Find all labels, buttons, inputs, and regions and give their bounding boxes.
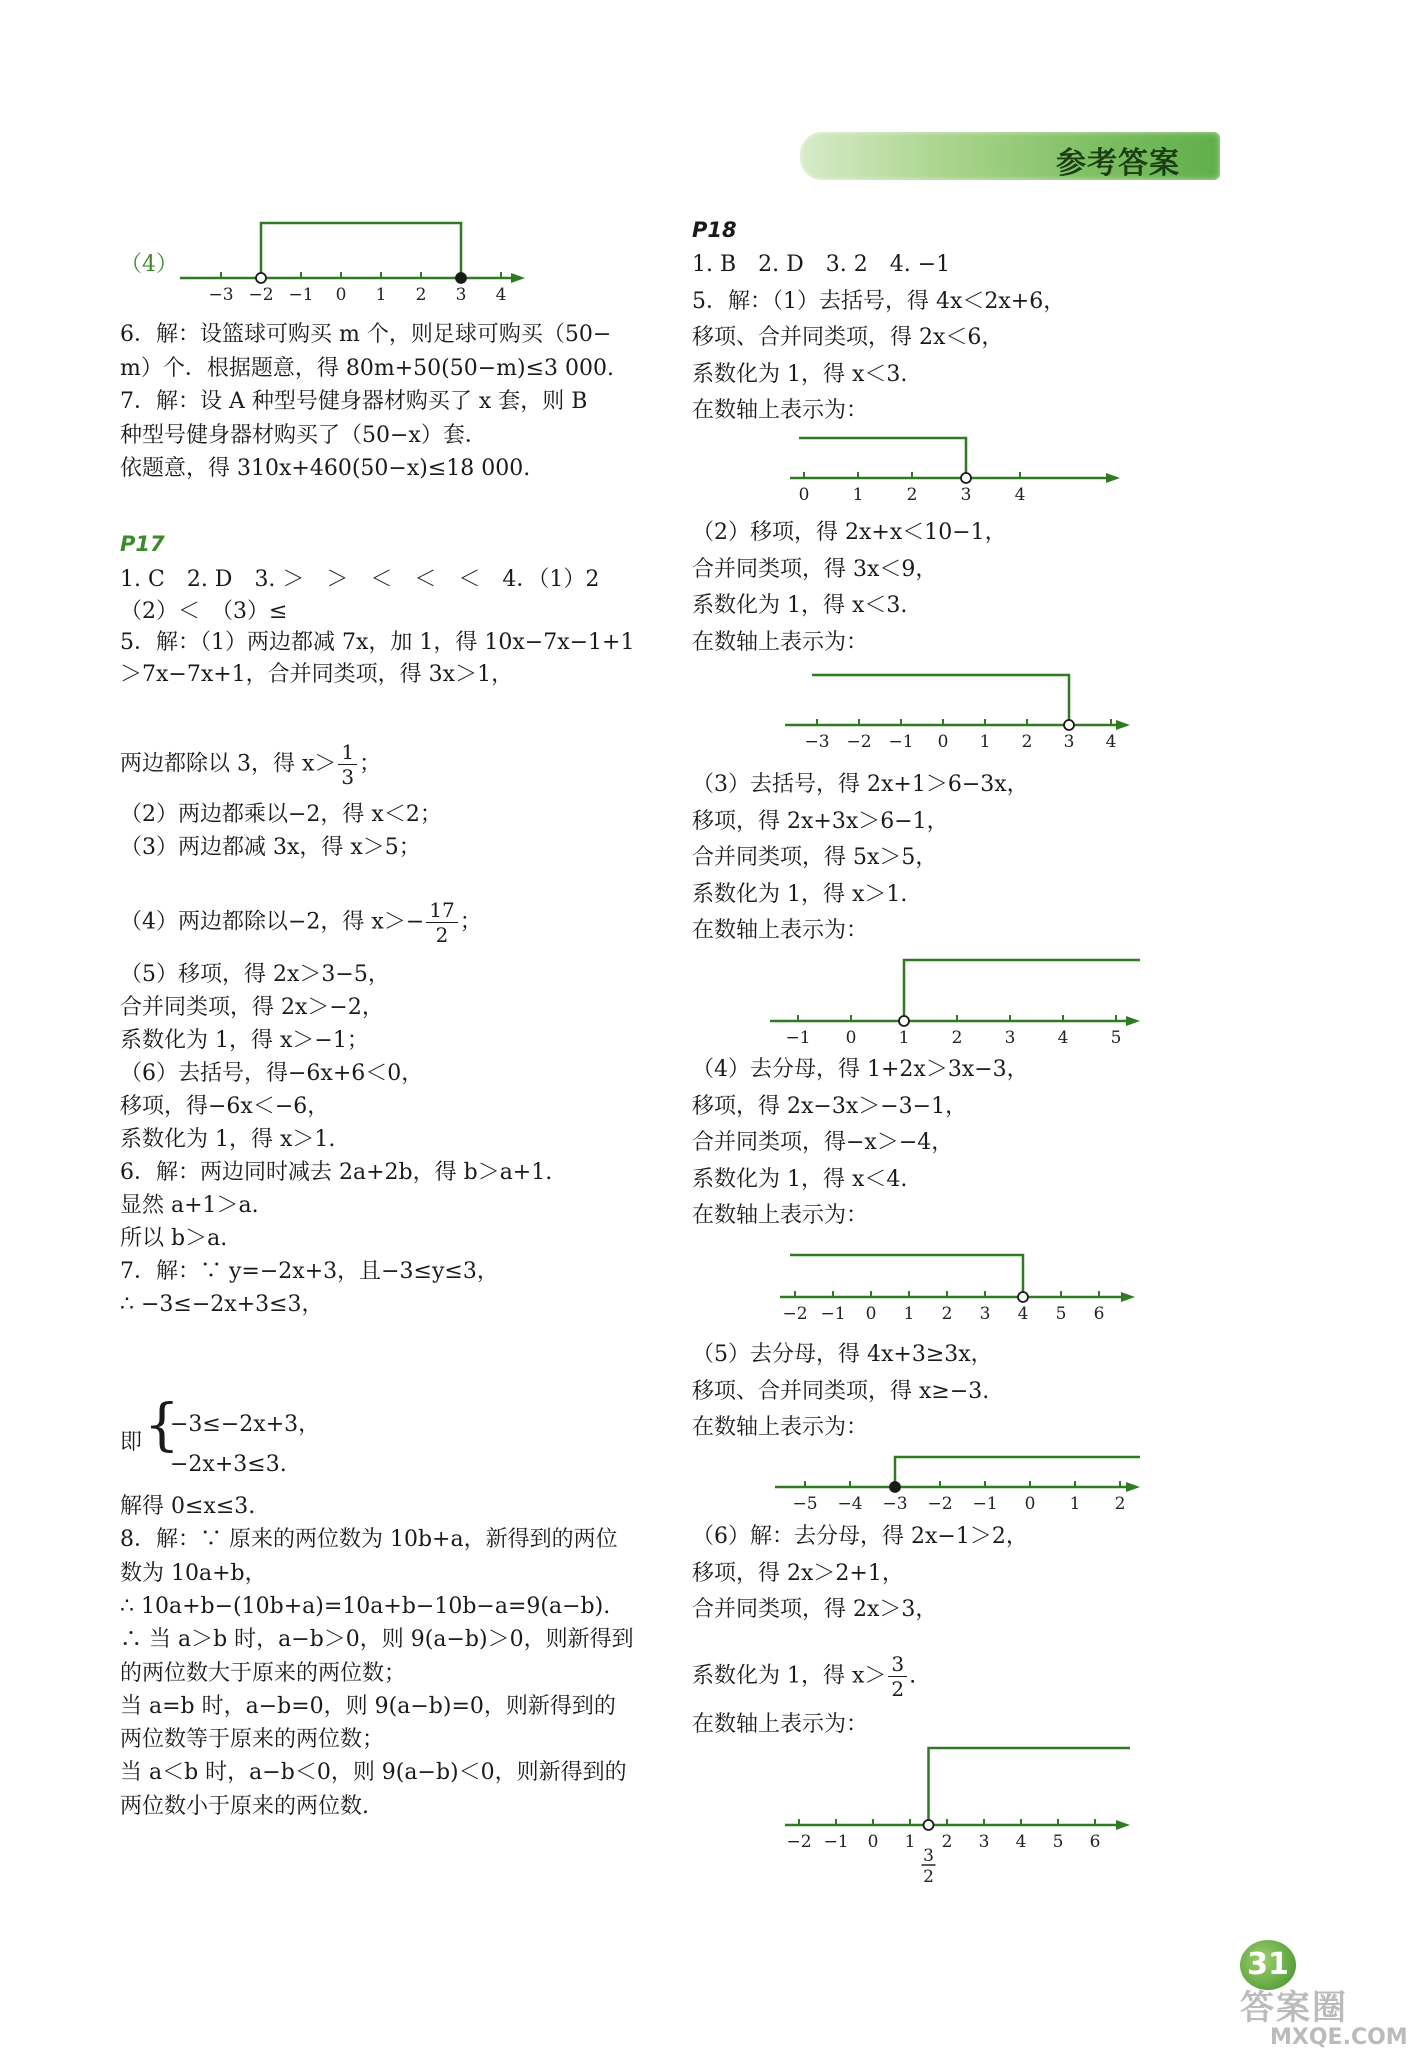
left-lines-p17-line: ＞7x−7x+1，合并同类项，得 3x＞1， [120,661,514,687]
left-lines-p17d-line: ∴ 10a+b−(10b+a)=10a+b−10b−a=9(a−b). [120,1593,611,1619]
axis-arrow-icon [1116,1820,1130,1830]
left-lines-p17d-line: 两位数等于原来的两位数； [120,1727,385,1753]
axis-tick-label: −3 [804,732,830,752]
left-lines-p17d-line: 当 a＜b 时，a−b＜0，则 9(a−b)＜0，则新得到的 [120,1760,627,1786]
system-line-2: −2x+3≤3. [170,1452,287,1477]
frac2-den: 2 [435,923,449,947]
axis-tick-label: 4 [1057,1028,1069,1048]
right-lines-e-line: （5）去分母，得 4x+3≥3x， [692,1342,993,1367]
solution-range [895,1457,1140,1487]
axis-tick-label: −2 [927,1494,953,1514]
left-lines-p17d-line: ∴ 当 a＞b 时，a−b＞0，则 9(a−b)＞0，则新得到 [120,1627,634,1653]
axis-tick-label: 2 [415,285,427,305]
left-lines-1-line: 种型号健身器材购买了（50−x）套． [120,422,487,448]
axis-tick-label: 4 [1015,1832,1027,1852]
solution-range [904,960,1140,1021]
frac1-den: 3 [341,765,355,789]
closed-point [890,1482,900,1492]
left-lines-p17c-line: （5）移项，得 2x＞3−5， [120,962,390,987]
system-line-1: −3≤−2x+3， [170,1412,321,1437]
number-line-left-4 [180,218,540,305]
axis-arrow-icon [1126,1482,1140,1492]
axis-tick-label: 1 [903,1304,915,1324]
axis-tick-label: 0 [865,1304,877,1324]
axis-tick-label: 4 [495,285,507,305]
right-lines-a-line: 1. B 2. D 3. 2 4. −1 [692,252,951,277]
left-lines-p17c-line: 系数化为 1，得 x＞−1； [120,1028,369,1053]
left-lines-1-line: 7．解：设 A 种型号健身器材购买了 x 套，则 B [120,389,588,414]
right-lines-e-line: 移项、合并同类项，得 x≥−3. [692,1378,990,1404]
axis-tick-label: 5 [1052,1832,1064,1852]
system-prefix: 即 [120,1430,143,1455]
left-lines-p17c-line: 系数化为 1，得 x＞1. [120,1127,336,1152]
axis-tick-label: 3 [1063,732,1075,752]
right-lines-d-line: 移项，得 2x−3x＞−3−1， [692,1093,968,1119]
left-lines-1-line: 依题意，得 310x+460(50−x)≤18 000. [120,456,531,481]
frac2-post: ； [459,909,482,935]
number-line-r5 [775,1452,1145,1522]
p18-title: P18 [692,218,737,242]
frac3-den: 2 [891,1677,905,1701]
right-lines-f-line: 合并同类项，得 2x＞3， [692,1597,938,1622]
axis-tick-label: −1 [820,1304,846,1324]
axis-tick-label: −5 [792,1494,818,1514]
right-lines-b-line: 系数化为 1，得 x＜3. [692,593,908,618]
number-line-r3 [770,955,1145,1055]
axis-tick-label: 0 [845,1028,857,1048]
right-lines-d-line: 在数轴上表示为： [692,1203,869,1228]
left-lines-p17b-line: （3）两边都减 3x，得 x＞5； [120,835,421,860]
frac2-pre: （4）两边都除以−2，得 x＞− [120,909,425,935]
axis-tick-label: 6 [1089,1832,1101,1852]
axis-tick-label: 1 [852,485,864,505]
axis-tick-label: −4 [837,1494,863,1514]
left-lines-p17c-line: （6）去括号，得−6x+6＜0， [120,1061,424,1086]
axis-tick-label: 3 [455,285,467,305]
right-lines-f-line: 移项，得 2x＞2+1， [692,1560,904,1586]
right-lines-f-line: （6）解：去分母，得 2x−1＞2， [692,1524,1028,1549]
left-lines-p17-line: （2）＜ （3）≤ [120,598,288,624]
left-lines-1-line: m）个．根据题意，得 80m+50(50−m)≤3 000. [120,355,615,381]
left-lines-p17c-line: 合并同类项，得 2x＞−2， [120,995,384,1020]
right-lines-c-line: 移项，得 2x+3x＞6−1， [692,808,949,834]
left-lines-p17c-line: 7．解：∵ y=−2x+3，且−3≤y≤3， [120,1259,499,1284]
watermark-url: MXQE.COM [1270,2025,1408,2050]
axis-tick-label: 3 [978,1832,990,1852]
axis-tick-label: 5 [1110,1028,1122,1048]
right-lines-a-line: 5．解：（1）去括号，得 4x＜2x+6， [692,288,1066,314]
p17-title: P17 [120,532,165,556]
axis-tick-label: 1 [979,732,991,752]
right-lines-b-line: 在数轴上表示为： [692,629,869,655]
right-lines-d-line: 系数化为 1，得 x＜4. [692,1166,908,1192]
axis-tick-label: 0 [335,285,347,305]
solution-range [812,675,1069,725]
page-number: 31 [1240,1940,1296,1990]
open-point [256,273,266,283]
left-lines-p17c-line: 移项，得−6x＜−6， [120,1094,330,1119]
axis-tick-label: 2 [941,1832,953,1852]
number-line-r1 [790,430,1130,510]
left-lines-p17c-line: 所以 b＞a. [120,1226,228,1251]
open-point [1018,1292,1028,1302]
axis-tick-label: −1 [972,1494,998,1514]
mark-fraction-num: 3 [923,1846,934,1866]
axis-tick-label: 5 [1055,1304,1067,1324]
right-lines-c-line: （3）去括号，得 2x+1＞6−3x， [692,772,1029,797]
axis-tick-label: 2 [1114,1494,1126,1514]
fraction-2 [426,898,457,947]
frac3-num: 3 [888,1652,907,1677]
open-point [961,473,971,483]
left-lines-p17d-line: 数为 10a+b， [120,1560,267,1586]
right-lines-a-line: 移项、合并同类项，得 2x＜6， [692,325,1004,350]
fraction-3 [888,1652,907,1701]
axis-tick-label: 0 [1024,1494,1036,1514]
left-nl4-label: （4） [120,252,178,277]
axis-tick-label: 0 [867,1832,879,1852]
axis-tick-label: 1 [375,285,387,305]
frac-line-3 [692,1652,916,1701]
open-point [899,1016,909,1026]
axis-tick-label: −3 [882,1494,908,1514]
right-lines-c-line: 系数化为 1，得 x＞1. [692,881,908,907]
axis-tick-label: −2 [782,1304,808,1324]
open-point [924,1820,934,1830]
axis-tick-label: 6 [1093,1304,1105,1324]
axis-tick-label: 4 [1017,1304,1029,1324]
axis-tick-label: −1 [288,285,314,305]
axis-tick-label: 1 [898,1028,910,1048]
axis-tick-label: 3 [960,485,972,505]
header-title: 参考答案 [1056,146,1180,181]
right-lines-c-line: 合并同类项，得 5x＞5， [692,845,938,870]
right-lines-d-line: （4）去分母，得 1+2x＞3x−3， [692,1057,1029,1082]
closed-point [456,273,466,283]
left-lines-p17-line: 5．解：（1）两边都减 7x，加 1，得 10x−7x−1+1 [120,630,635,655]
number-line-r2 [785,665,1135,752]
solution-range [261,223,461,278]
mark-fraction-den: 2 [923,1867,934,1887]
axis-tick-label: 2 [941,1304,953,1324]
right-lines-c-line: 在数轴上表示为： [692,918,869,943]
axis-tick-label: 2 [1021,732,1033,752]
axis-tick-label: 3 [1004,1028,1016,1048]
left-lines-p17d-line: 8．解：∵ 原来的两位数为 10b+a，新得到的两位 [120,1527,618,1553]
solution-range [929,1748,1131,1825]
axis-arrow-icon [1121,1292,1135,1302]
axis-tick-label: 3 [979,1304,991,1324]
open-point [1064,720,1074,730]
left-lines-p17d-line: 两位数小于原来的两位数. [120,1793,369,1819]
number-line-r6 [785,1740,1135,1887]
frac3-post: . [909,1663,917,1689]
solution-range [790,1255,1023,1297]
right-lines-b-line: 合并同类项，得 3x＜9， [692,556,938,582]
right-lines-d-line: 合并同类项，得−x＞−4， [692,1130,954,1155]
left-lines-p17d-line: 当 a=b 时，a−b=0，则 9(a−b)=0，则新得到的 [120,1693,616,1719]
frac1-num: 1 [338,740,357,765]
left-lines-p17-line: 1. C 2. D 3. ＞ ＞ ＜ ＜ ＜ 4．（1）2 [120,567,600,592]
axis-tick-label: 2 [951,1028,963,1048]
system-brace: { [144,1393,180,1458]
axis-arrow-icon [1106,473,1120,483]
frac3-pre: 系数化为 1，得 x＞ [692,1663,887,1689]
axis-tick-label: −2 [786,1832,812,1852]
left-lines-p17b-line: （2）两边都乘以−2，得 x＜2； [120,802,442,827]
left-lines-p17c-line: 6．解：两边同时减去 2a+2b，得 b＞a+1. [120,1160,553,1185]
left-lines-p17c-line: 显然 a+1＞a. [120,1193,259,1218]
right-lines-a-line: 在数轴上表示为： [692,398,869,423]
axis-tick-label: 4 [1014,485,1026,505]
axis-arrow-icon [511,273,525,283]
left-lines-p17d-line: 的两位数大于原来的两位数； [120,1660,407,1686]
axis-tick-label: 4 [1105,732,1117,752]
axis-tick-label: 2 [906,485,918,505]
left-lines-p17d-line: 解得 0≤x≤3. [120,1494,256,1519]
axis-tick-label: 0 [937,732,949,752]
axis-tick-label: −2 [846,732,872,752]
right-lines-e-line: 在数轴上表示为： [692,1415,869,1440]
left-lines-1-line: 6．解：设篮球可购买 m 个，则足球可购买（50− [120,322,612,347]
solution-range [799,438,966,478]
frac1-pre: 两边都除以 3，得 x＞ [120,751,337,777]
right-lines-g-line: 在数轴上表示为： [692,1712,869,1737]
right-lines-b-line: （2）移项，得 2x+x＜10−1， [692,520,1007,545]
axis-tick-label: 1 [1069,1494,1081,1514]
frac2-num: 17 [426,898,457,923]
axis-tick-label: −2 [248,285,274,305]
axis-tick-label: −1 [785,1028,811,1048]
header-banner [800,132,1220,180]
fraction-1 [338,740,357,789]
watermark-logo: 答案圈 [1240,1988,1348,2028]
frac-line-1 [120,740,381,789]
axis-tick-label: −3 [208,285,234,305]
axis-tick-label: 1 [904,1832,916,1852]
axis-arrow-icon [1116,720,1130,730]
frac1-post: ； [359,751,382,777]
axis-tick-label: 0 [798,485,810,505]
right-lines-a-line: 系数化为 1，得 x＜3. [692,361,908,387]
axis-arrow-icon [1126,1016,1140,1026]
left-lines-p17c-line: ∴ −3≤−2x+3≤3， [120,1292,324,1317]
frac-line-2 [120,898,482,947]
number-line-r4 [780,1245,1140,1325]
axis-tick-label: −1 [823,1832,849,1852]
axis-tick-label: −1 [888,732,914,752]
